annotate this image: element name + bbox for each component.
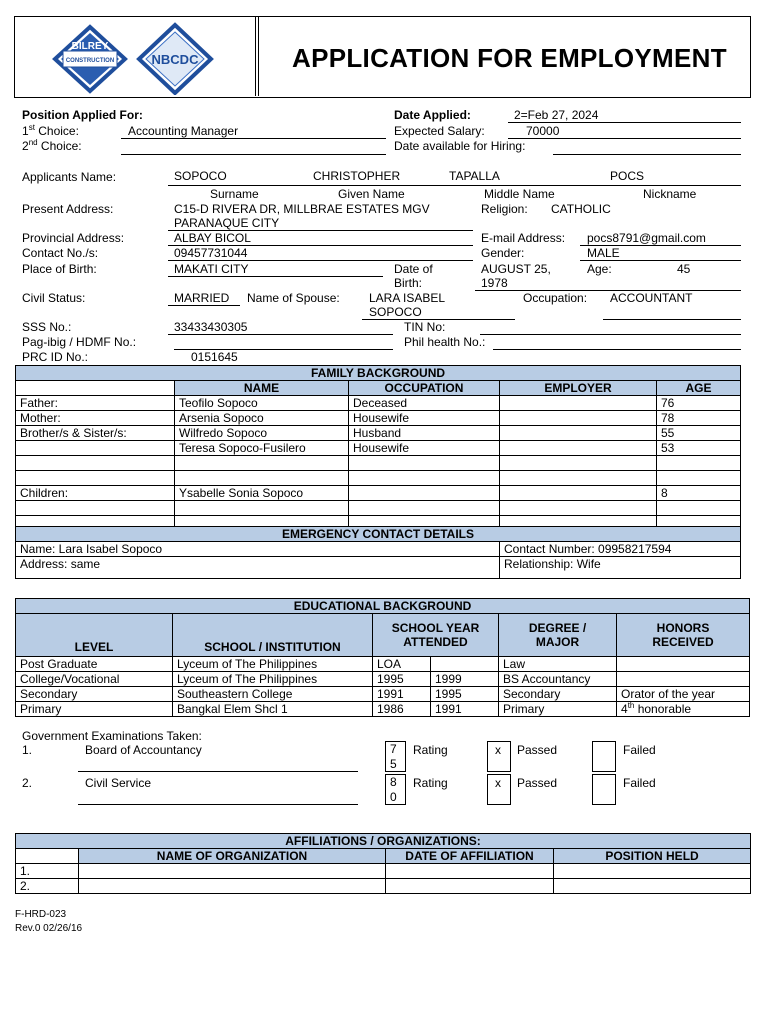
family-col-occupation: OCCUPATION <box>349 381 500 396</box>
family-occupation[interactable] <box>349 471 500 486</box>
exam-2-rating-label: Rating <box>413 776 448 790</box>
exam-2-rating-box[interactable] <box>385 774 406 805</box>
philhealth-line <box>493 349 741 350</box>
edu-year-to[interactable] <box>431 657 499 672</box>
edu-year-to[interactable]: 1991 <box>431 702 499 717</box>
family-occupation[interactable] <box>349 486 500 501</box>
affiliations-rows <box>16 864 751 894</box>
email-label: E-mail Address: <box>481 231 566 245</box>
logo-area <box>15 17 256 96</box>
family-relation: Mother: <box>16 411 175 426</box>
first-choice-value[interactable]: Accounting Manager <box>128 124 239 138</box>
emergency-address[interactable]: Address: same <box>16 557 500 579</box>
birthplace-label: Place of Birth: <box>22 262 97 276</box>
edu-year-from[interactable]: LOA <box>373 657 431 672</box>
date-applied-value[interactable]: 2=Feb 27, 2024 <box>514 108 599 122</box>
dob-label-2: Birth: <box>394 276 423 290</box>
aff-position[interactable] <box>554 879 751 894</box>
edu-col-honors: HONORS RECEIVED <box>617 614 750 657</box>
edu-school[interactable]: Southeastern College <box>173 687 373 702</box>
occupation-line <box>603 319 741 320</box>
exams-title: Government Examinations Taken: <box>22 729 202 743</box>
edu-degree[interactable]: BS Accountancy <box>499 672 617 687</box>
edu-school[interactable]: Lyceum of The Philippines <box>173 657 373 672</box>
present-address-line2[interactable]: PARANAQUE CITY <box>174 216 280 230</box>
tin-label: TIN No: <box>404 320 446 334</box>
edu-level: Primary <box>16 702 173 717</box>
date-applied-label: Date Applied: <box>394 108 471 122</box>
header-divider <box>258 17 259 96</box>
expected-salary-line <box>508 138 741 139</box>
family-row <box>16 486 741 501</box>
emergency-relationship[interactable]: Relationship: Wife <box>500 557 741 579</box>
birthplace-value[interactable]: MAKATI CITY <box>174 262 249 276</box>
aff-date[interactable] <box>386 864 554 879</box>
first-choice-label: 1st Choice: <box>22 123 79 138</box>
exam-1-num: 1. <box>22 743 33 757</box>
edu-col-school: SCHOOL / INSTITUTION <box>173 614 373 657</box>
edu-year-to[interactable]: 1995 <box>431 687 499 702</box>
gender-value[interactable]: MALE <box>587 246 620 260</box>
contact-value[interactable]: 09457731044 <box>174 246 248 260</box>
pagibig-label: Pag-ibig / HDMF No.: <box>22 335 137 349</box>
exam-1-failed-label: Failed <box>623 743 656 757</box>
edu-school[interactable]: Bangkal Elem Shcl 1 <box>173 702 373 717</box>
family-row <box>16 396 741 411</box>
form-header <box>14 16 751 98</box>
gender-label: Gender: <box>481 246 525 260</box>
affiliations-title: AFFILIATIONS / ORGANIZATIONS: <box>16 834 751 849</box>
spouse-label: Name of Spouse: <box>247 291 340 305</box>
applicant-name-label: Applicants Name: <box>22 170 117 184</box>
family-age[interactable]: 8 <box>657 486 741 501</box>
family-name[interactable]: Teresa Sopoco-Fusilero <box>175 441 349 456</box>
exam-1-name[interactable]: Board of Accountancy <box>85 743 202 757</box>
prc-value[interactable]: 0151645 <box>191 350 238 364</box>
aff-num: 2. <box>16 879 79 894</box>
family-table <box>15 365 741 531</box>
family-employer[interactable] <box>500 426 657 441</box>
age-value[interactable]: 45 <box>677 262 691 276</box>
exam-1-passed-mark: x <box>495 743 501 757</box>
education-title: EDUCATIONAL BACKGROUND <box>16 599 750 614</box>
exam-1-line <box>78 771 358 772</box>
family-row <box>16 426 741 441</box>
aff-name[interactable] <box>79 879 386 894</box>
edu-year-to[interactable]: 1999 <box>431 672 499 687</box>
family-row <box>16 441 741 456</box>
edu-year-from[interactable]: 1986 <box>373 702 431 717</box>
contact-label: Contact No./s: <box>22 246 99 260</box>
philhealth-label: Phil health No.: <box>404 335 486 349</box>
family-name[interactable]: Arsenia Sopoco <box>175 411 349 426</box>
edu-honors[interactable] <box>617 672 750 687</box>
logo1-subtext: CONSTRUCTION <box>65 58 115 64</box>
civil-status-line <box>168 305 240 306</box>
family-name[interactable] <box>175 456 349 471</box>
edu-level: Post Graduate <box>16 657 173 672</box>
exam-1-passed-label: Passed <box>517 743 558 757</box>
middle-name-value[interactable]: TAPALLA <box>449 169 500 183</box>
tin-line <box>480 334 741 335</box>
nbcdc-logo <box>139 25 211 93</box>
present-address-label: Present Address: <box>22 202 114 216</box>
education-row <box>16 672 750 687</box>
edu-year-from[interactable]: 1991 <box>373 687 431 702</box>
edu-level: College/Vocational <box>16 672 173 687</box>
prc-label: PRC ID No.: <box>22 350 89 364</box>
edu-degree[interactable]: Law <box>499 657 617 672</box>
surname-caption: Surname <box>210 187 259 201</box>
edu-honors[interactable]: Orator of the year <box>617 687 750 702</box>
spouse-value-2[interactable]: SOPOCO <box>369 305 422 319</box>
gender-line <box>580 260 741 261</box>
form-revision: Rev.0 02/26/16 <box>15 923 83 934</box>
exam-1-failed-box[interactable] <box>592 741 616 772</box>
occupation-value[interactable]: ACCOUNTANT <box>610 291 693 305</box>
expected-salary-value[interactable]: 70000 <box>526 124 560 138</box>
family-age[interactable]: 55 <box>657 426 741 441</box>
company-logos <box>15 17 245 95</box>
form-title: APPLICATION FOR EMPLOYMENT <box>292 43 727 73</box>
date-available-line <box>553 154 741 155</box>
contact-line <box>168 260 473 261</box>
dob-label-1: Date of <box>394 262 433 276</box>
exam-2-rating-2: 0 <box>390 790 397 804</box>
first-choice-line <box>121 138 386 139</box>
aff-name[interactable] <box>79 864 386 879</box>
edu-year-from[interactable]: 1995 <box>373 672 431 687</box>
edu-school[interactable]: Lyceum of The Philippines <box>173 672 373 687</box>
provincial-address-label: Provincial Address: <box>22 231 125 245</box>
exam-2-line <box>78 804 358 805</box>
family-age[interactable]: 76 <box>657 396 741 411</box>
affiliation-row <box>16 864 751 879</box>
family-col-employer: EMPLOYER <box>500 381 657 396</box>
family-age[interactable] <box>657 456 741 471</box>
position-label: Position Applied For: <box>22 108 143 122</box>
civil-status-value[interactable]: MARRIED <box>174 291 230 305</box>
expected-salary-label: Expected Salary: <box>394 124 485 138</box>
family-col-name: NAME <box>175 381 349 396</box>
dob-value-2[interactable]: 1978 <box>481 276 508 290</box>
provincial-address-value[interactable]: ALBAY BICOL <box>174 231 251 245</box>
nickname-value[interactable]: POCS <box>610 169 645 183</box>
family-age[interactable]: 78 <box>657 411 741 426</box>
family-row <box>16 456 741 471</box>
exam-2-rating-1: 8 <box>390 775 397 789</box>
aff-date[interactable] <box>386 879 554 894</box>
affiliation-row <box>16 879 751 894</box>
affiliations-header-blank <box>16 849 79 864</box>
edu-honors[interactable] <box>617 657 750 672</box>
exam-1-passed-box[interactable] <box>487 741 511 772</box>
family-age[interactable] <box>657 471 741 486</box>
dob-value-1[interactable]: AUGUST 25, <box>481 262 551 276</box>
religion-value[interactable]: CATHOLIC <box>551 202 611 216</box>
family-name[interactable]: Wilfredo Sopoco <box>175 426 349 441</box>
exam-2-passed-mark: x <box>495 776 501 790</box>
sss-value[interactable]: 33433430305 <box>174 320 248 334</box>
exam-2-num: 2. <box>22 776 33 790</box>
nickname-caption: Nickname <box>643 187 697 201</box>
family-employer[interactable] <box>500 471 657 486</box>
family-occupation[interactable]: Housewife <box>349 411 500 426</box>
family-relation <box>16 456 175 471</box>
family-occupation[interactable] <box>349 456 500 471</box>
exam-2-failed-label: Failed <box>623 776 656 790</box>
education-row <box>16 657 750 672</box>
family-employer[interactable] <box>500 456 657 471</box>
aff-col-position: POSITION HELD <box>554 849 751 864</box>
family-age[interactable]: 53 <box>657 441 741 456</box>
sss-label: SSS No.: <box>22 320 72 334</box>
family-employer[interactable] <box>500 411 657 426</box>
education-rows <box>16 657 750 717</box>
family-name[interactable] <box>175 471 349 486</box>
edu-col-level: LEVEL <box>16 614 173 657</box>
exam-1-rating-label: Rating <box>413 743 448 757</box>
family-relation: Brother/s & Sister/s: <box>16 426 175 441</box>
family-name[interactable]: Teofilo Sopoco <box>175 396 349 411</box>
edu-col-year: SCHOOL YEAR ATTENDED <box>373 614 499 657</box>
exam-2-failed-box[interactable] <box>592 774 616 805</box>
family-header-blank <box>16 381 175 396</box>
family-title: FAMILY BACKGROUND <box>16 366 741 381</box>
given-name-caption: Given Name <box>338 187 405 201</box>
surname-value[interactable]: SOPOCO <box>174 169 227 183</box>
name-line <box>168 185 741 186</box>
edu-col-degree: DEGREE / MAJOR <box>499 614 617 657</box>
family-occupation[interactable]: Housewife <box>349 441 500 456</box>
edu-level: Secondary <box>16 687 173 702</box>
present-address-line1[interactable]: C15-D RIVERA DR, MILLBRAE ESTATES MGV <box>174 202 430 216</box>
family-name[interactable]: Ysabelle Sonia Sopoco <box>175 486 349 501</box>
exam-1-rating-2: 5 <box>390 757 397 771</box>
education-row <box>16 702 750 717</box>
family-occupation[interactable]: Husband <box>349 426 500 441</box>
family-col-age: AGE <box>657 381 741 396</box>
birthplace-line <box>168 276 383 277</box>
spouse-value-1[interactable]: LARA ISABEL <box>369 291 446 305</box>
exam-2-name[interactable]: Civil Service <box>85 776 152 790</box>
exam-2-passed-label: Passed <box>517 776 558 790</box>
civil-status-label: Civil Status: <box>22 291 86 305</box>
family-row <box>16 471 741 486</box>
aff-col-date: DATE OF AFFILIATION <box>386 849 554 864</box>
edu-honors[interactable]: 4th honorable <box>617 702 750 717</box>
family-employer[interactable] <box>500 486 657 501</box>
logo1-text: BILREY <box>71 41 109 52</box>
emergency-title: EMERGENCY CONTACT DETAILS <box>16 527 741 542</box>
family-row <box>16 411 741 426</box>
middle-name-caption: Middle Name <box>484 187 555 201</box>
family-relation: Father: <box>16 396 175 411</box>
aff-col-name: NAME OF ORGANIZATION <box>79 849 386 864</box>
form-code: F-HRD-023 <box>15 909 67 920</box>
family-rows <box>16 396 741 531</box>
date-available-label: Date available for Hiring: <box>394 139 526 153</box>
exam-1-rating-1: 7 <box>390 742 397 756</box>
date-applied-line <box>508 122 741 123</box>
edu-degree[interactable]: Primary <box>499 702 617 717</box>
family-occupation[interactable] <box>349 501 500 516</box>
family-row <box>16 501 741 516</box>
emergency-contact[interactable]: Contact Number: 09958217594 <box>500 542 741 557</box>
edu-degree[interactable]: Secondary <box>499 687 617 702</box>
family-age[interactable] <box>657 501 741 516</box>
aff-num: 1. <box>16 864 79 879</box>
religion-label: Religion: <box>481 202 528 216</box>
education-row <box>16 687 750 702</box>
aff-position[interactable] <box>554 864 751 879</box>
exam-2-passed-box[interactable] <box>487 774 511 805</box>
family-employer[interactable] <box>500 396 657 411</box>
family-relation <box>16 441 175 456</box>
family-employer[interactable] <box>500 441 657 456</box>
family-relation: Children: <box>16 486 175 501</box>
family-relation <box>16 501 175 516</box>
family-employer[interactable] <box>500 501 657 516</box>
age-label: Age: <box>587 262 612 276</box>
logo2-text: NBCDC <box>151 52 199 67</box>
second-choice-line <box>121 154 386 155</box>
emergency-table <box>15 526 741 579</box>
affiliations-table <box>15 833 751 894</box>
given-name-value[interactable]: CHRISTOPHER <box>313 169 401 183</box>
family-name[interactable] <box>175 501 349 516</box>
bilrey-logo <box>55 27 125 91</box>
sss-line <box>168 334 393 335</box>
email-value[interactable]: pocs8791@gmail.com <box>587 231 706 245</box>
family-occupation[interactable]: Deceased <box>349 396 500 411</box>
exam-1-rating-box[interactable] <box>385 741 406 772</box>
family-relation <box>16 471 175 486</box>
occupation-label: Occupation: <box>523 291 588 305</box>
emergency-name[interactable]: Name: Lara Isabel Sopoco <box>16 542 500 557</box>
education-table <box>15 598 750 717</box>
second-choice-label: 2nd Choice: <box>22 138 82 153</box>
